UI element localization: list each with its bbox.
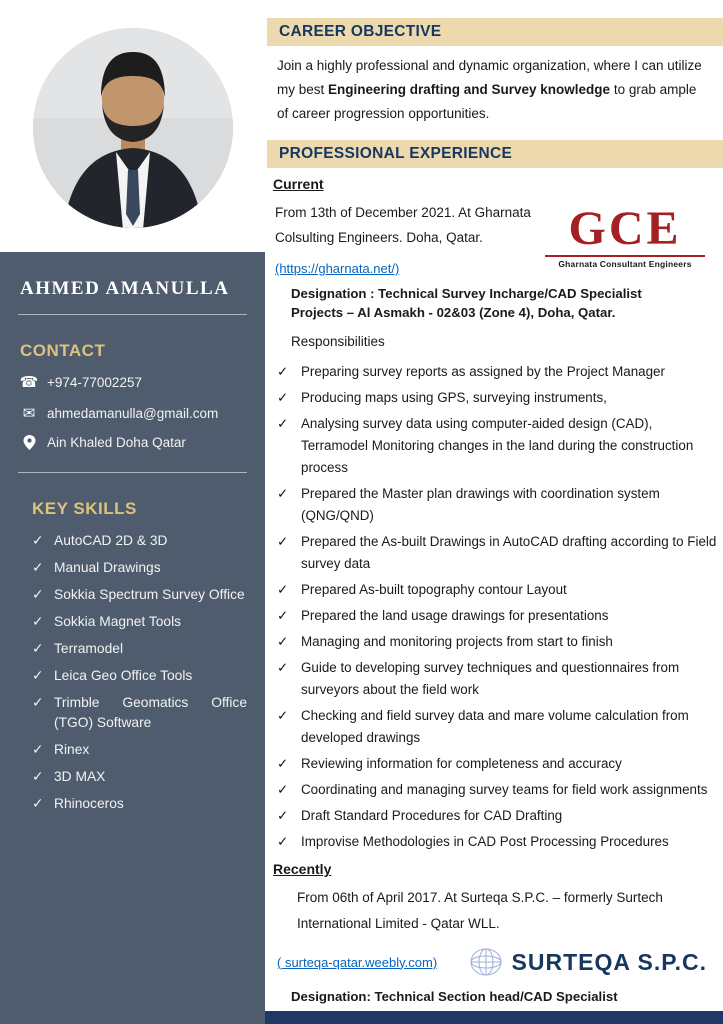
responsibility-text: Prepared As-built topography contour Layout xyxy=(301,582,567,597)
gce-logo-caption: Gharnata Consultant Engineers xyxy=(545,255,705,269)
responsibility-text: Managing and monitoring projects from start to finish xyxy=(301,634,613,649)
responsibility-text: Guide to developing survey techniques and questionnaires from surveyors about the field work xyxy=(301,660,680,697)
skill-item xyxy=(32,558,247,578)
responsibility-item xyxy=(277,531,717,575)
check-icon: ✓ xyxy=(277,486,289,501)
check-icon: ✓ xyxy=(277,582,289,597)
sidebar xyxy=(0,0,265,1024)
skill-label: Sokkia Magnet Tools xyxy=(54,614,182,629)
skill-item xyxy=(32,639,247,659)
check-icon: ✓ xyxy=(32,769,44,784)
recently-designation: Designation: Technical Section head/CAD Specialist xyxy=(291,989,618,1004)
responsibility-item xyxy=(277,361,717,383)
main-content xyxy=(265,0,723,1024)
check-icon: ✓ xyxy=(32,641,44,656)
recently-intro-text: From 06th of April 2017. At Surteqa S.P.C. – formerly Surtech International Limited - Qatar WLL. xyxy=(297,890,663,931)
check-icon: ✓ xyxy=(277,634,289,649)
current-projects: Projects – Al Asmakh - 02&03 (Zone 4), Doha, Qatar. xyxy=(291,305,616,320)
check-icon: ✓ xyxy=(32,587,44,602)
skill-label: Leica Geo Office Tools xyxy=(54,668,193,683)
responsibility-item xyxy=(277,753,717,775)
skill-label: Rinex xyxy=(54,742,90,757)
current-intro-row xyxy=(275,200,715,278)
responsibility-item xyxy=(277,387,717,409)
key-skills-heading: KEY SKILLS xyxy=(32,499,137,518)
contact-phone xyxy=(20,373,247,391)
skill-label: Trimble Geomatics Office (TGO) Software xyxy=(54,695,247,730)
gce-logo xyxy=(545,204,705,269)
responsibility-text: Reviewing information for completeness and accuracy xyxy=(301,756,622,771)
sidebar-dark-panel xyxy=(0,252,265,1024)
responsibility-item xyxy=(277,413,717,479)
surteqa-logo xyxy=(464,945,707,979)
responsibility-item xyxy=(277,779,717,801)
recently-label: Recently xyxy=(273,861,332,877)
responsibility-item xyxy=(277,657,717,701)
responsibility-text: Prepared the Master plan drawings with coordination system (QNG/QND) xyxy=(301,486,660,523)
skill-item xyxy=(32,531,247,551)
current-designation: Designation : Technical Survey Incharge/CAD Specialist xyxy=(291,286,642,301)
responsibility-text: Prepared the land usage drawings for presentations xyxy=(301,608,609,623)
check-icon: ✓ xyxy=(32,560,44,575)
skill-item xyxy=(32,794,247,814)
sidebar-divider xyxy=(18,472,247,473)
phone-value: +974-77002257 xyxy=(47,374,142,390)
skill-item xyxy=(32,740,247,760)
check-icon: ✓ xyxy=(277,534,289,549)
skill-item xyxy=(32,666,247,686)
skill-label: AutoCAD 2D & 3D xyxy=(54,533,168,548)
gce-logo-text: GCE xyxy=(568,202,682,255)
responsibility-text: Preparing survey reports as assigned by the Project Manager xyxy=(301,364,665,379)
skill-label: Rhinoceros xyxy=(54,796,124,811)
check-icon: ✓ xyxy=(277,782,289,797)
responsibility-text: Draft Standard Procedures for CAD Drafting xyxy=(301,808,563,823)
email-value: ahmedamanulla@gmail.com xyxy=(47,405,219,421)
responsibilities-list xyxy=(277,361,717,853)
footer-bar xyxy=(265,1011,723,1024)
skill-label: 3D MAX xyxy=(54,769,106,784)
contact-location xyxy=(20,435,247,450)
candidate-name: AHMED AMANULLA xyxy=(18,274,247,315)
photo-area xyxy=(0,0,265,252)
responsibility-text: Producing maps using GPS, surveying instruments, xyxy=(301,390,607,405)
responsibility-text: Coordinating and managing survey teams for field work assignments xyxy=(301,782,708,797)
globe-wireframe-icon xyxy=(464,945,508,979)
skill-label: Manual Drawings xyxy=(54,560,161,575)
check-icon: ✓ xyxy=(277,708,289,723)
responsibility-item xyxy=(277,705,717,749)
skill-item xyxy=(32,585,247,605)
check-icon: ✓ xyxy=(277,608,289,623)
career-objective-heading: CAREER OBJECTIVE xyxy=(267,18,723,46)
surteqa-logo-text: SURTEQA S.P.C. xyxy=(511,948,707,975)
email-icon: ✉ xyxy=(22,405,36,422)
responsibility-item xyxy=(277,831,717,853)
check-icon: ✓ xyxy=(32,796,44,811)
skill-item xyxy=(32,767,247,787)
current-label: Current xyxy=(273,176,324,192)
objective-text-bold: Engineering drafting and Survey knowledge xyxy=(328,82,611,97)
gharnata-link[interactable]: (https://gharnata.net/) xyxy=(275,261,400,276)
responsibility-text: Analysing survey data using computer-aided design (CAD), Terramodel Monitoring changes in the land during the construction process xyxy=(301,416,694,475)
professional-experience-heading: PROFESSIONAL EXPERIENCE xyxy=(267,140,723,168)
responsibilities-label: Responsibilities xyxy=(291,334,385,349)
skill-label: Terramodel xyxy=(54,641,124,656)
check-icon: ✓ xyxy=(277,364,289,379)
responsibility-item xyxy=(277,579,717,601)
location-icon xyxy=(20,435,38,450)
responsibility-text: Improvise Methodologies in CAD Post Processing Procedures xyxy=(301,834,669,849)
check-icon: ✓ xyxy=(277,808,289,823)
check-icon: ✓ xyxy=(277,390,289,405)
check-icon: ✓ xyxy=(32,668,44,683)
contact-heading: CONTACT xyxy=(20,341,106,360)
phone-icon: ☎ xyxy=(19,374,39,391)
skills-list xyxy=(18,531,247,814)
current-intro-left xyxy=(275,200,545,278)
responsibility-text: Prepared the As-built Drawings in AutoCAD drafting according to Field survey data xyxy=(301,534,717,571)
career-objective-text xyxy=(277,54,709,126)
check-icon: ✓ xyxy=(277,416,289,431)
current-intro-text: From 13th of December 2021. At Gharnata Colsulting Engineers. Doha, Qatar. xyxy=(275,205,531,245)
check-icon: ✓ xyxy=(277,834,289,849)
current-designation-block xyxy=(291,284,715,322)
check-icon: ✓ xyxy=(277,660,289,675)
responsibility-text: Checking and field survey data and mare volume calculation from developed drawings xyxy=(301,708,689,745)
surteqa-row xyxy=(277,945,707,979)
responsibility-item xyxy=(277,805,717,827)
objective-text-before: Join a highly professional and dynamic organization, where I can utilize my best xyxy=(277,58,702,97)
responsibility-item xyxy=(277,483,717,527)
profile-photo xyxy=(33,28,233,228)
check-icon: ✓ xyxy=(32,614,44,629)
responsibility-item xyxy=(277,605,717,627)
check-icon: ✓ xyxy=(277,756,289,771)
responsibility-item xyxy=(277,631,717,653)
check-icon: ✓ xyxy=(32,533,44,548)
skill-item xyxy=(32,693,247,733)
check-icon: ✓ xyxy=(32,695,44,710)
skill-label: Sokkia Spectrum Survey Office xyxy=(54,587,245,602)
location-value: Ain Khaled Doha Qatar xyxy=(47,435,186,450)
check-icon: ✓ xyxy=(32,742,44,757)
surteqa-link[interactable]: ( surteqa-qatar.weebly.com) xyxy=(277,954,438,970)
objective-text-after: to grab ample of career progression opportunities. xyxy=(277,82,697,121)
skill-item xyxy=(32,612,247,632)
person-portrait-icon xyxy=(33,28,233,228)
contact-email xyxy=(20,404,247,422)
